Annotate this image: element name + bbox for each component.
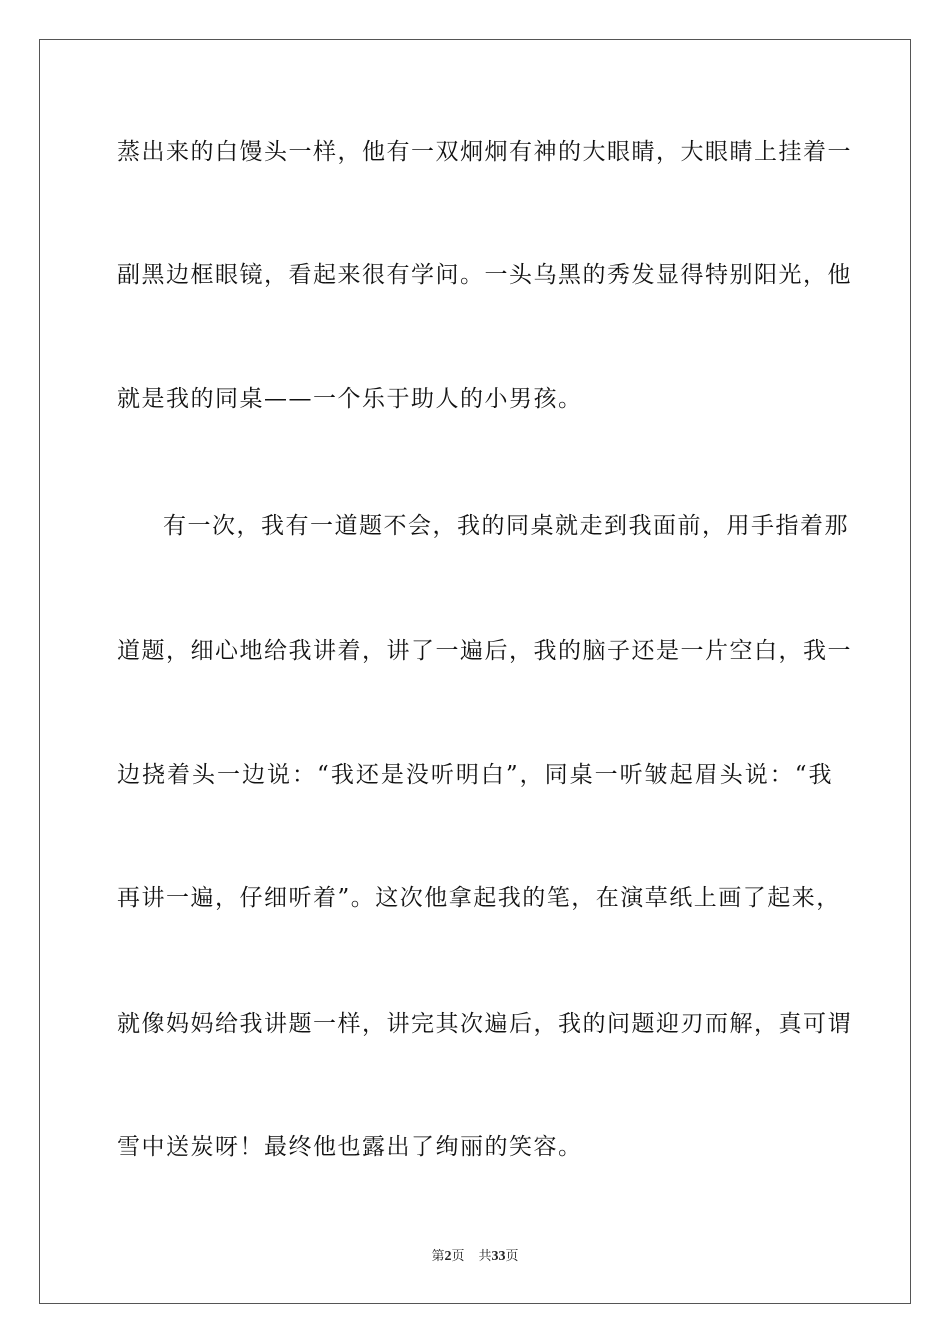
text-line: 再讲一遍，仔细听着”。这次他拿起我的笔，在演草纸上画了起来， <box>117 885 841 911</box>
page-footer <box>0 1248 950 1266</box>
text-line: 边挠着头一边说：“我还是没听明白”，同桌一听皱起眉头说：“我 <box>117 762 833 788</box>
total-prefix: 共 <box>478 1249 492 1264</box>
text-line: 就像妈妈给我讲题一样，讲完其次遍后，我的问题迎刃而解，真可谓 <box>117 1011 852 1037</box>
page-border <box>39 39 911 1304</box>
text-line: 道题，细心地给我讲着，讲了一遍后，我的脑子还是一片空白，我一 <box>117 638 852 664</box>
page-number: 2 <box>444 1249 452 1264</box>
text-line: 副黑边框眼镜，看起来很有学问。一头乌黑的秀发显得特别阳光，他 <box>117 262 852 288</box>
page-suffix: 页 <box>451 1249 465 1264</box>
text-line: 雪中送炭呀！最终他也露出了绚丽的笑容。 <box>117 1134 583 1160</box>
page-prefix: 第 <box>431 1249 445 1264</box>
paragraph-first-line: 有一次，我有一道题不会，我的同桌就走到我面前，用手指着那 <box>163 513 849 539</box>
text-line: 就是我的同桌——一个乐于助人的小男孩。 <box>117 386 583 412</box>
total-suffix: 页 <box>505 1249 519 1264</box>
total-pages: 33 <box>491 1249 506 1264</box>
text-line: 蒸出来的白馒头一样，他有一双炯炯有神的大眼睛，大眼睛上挂着一 <box>117 139 852 165</box>
